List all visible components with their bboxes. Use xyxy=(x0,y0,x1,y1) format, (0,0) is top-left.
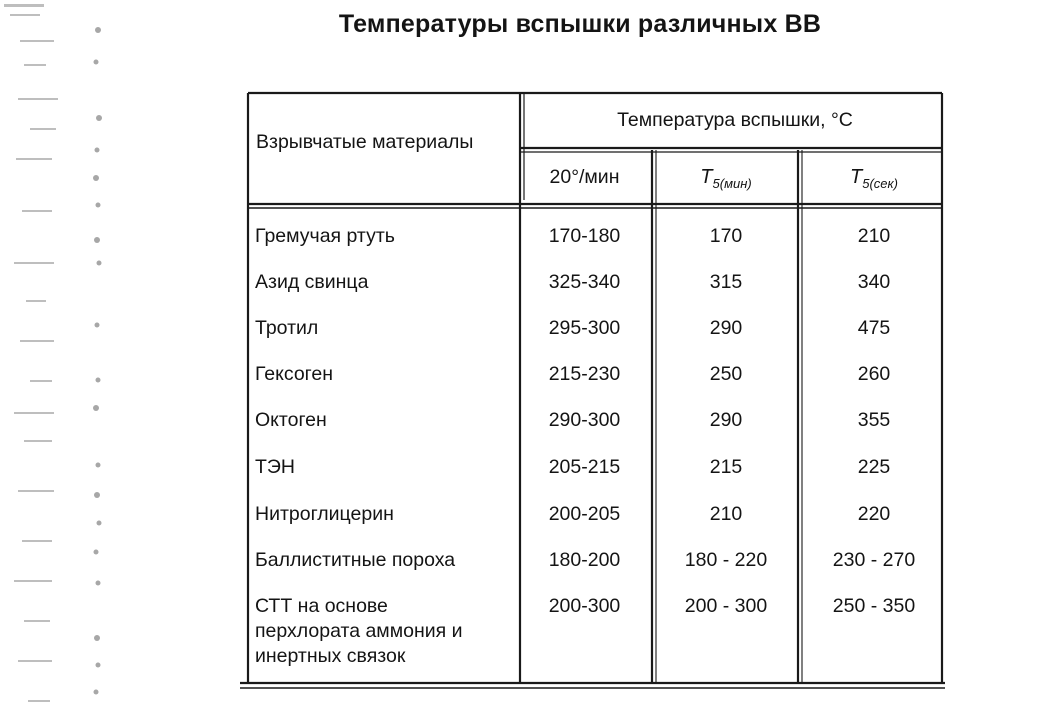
row-material-name-line-2: перхлората аммония и xyxy=(255,620,463,642)
row-material-name-line-1: СТТ на основе xyxy=(255,595,388,617)
row-rate-value: 215-230 xyxy=(548,363,621,385)
row-material-name-line-3: инертных связок xyxy=(255,645,406,667)
page-title: Температуры вспышки различных ВВ xyxy=(338,10,822,38)
header-flash-temperature: Температура вспышки, °С xyxy=(617,109,853,131)
t5-min-subscript: 5(мин) xyxy=(712,176,752,191)
row-material-name: Гексоген xyxy=(255,363,333,385)
row-t5sec-value: 355 xyxy=(857,409,891,431)
row-material-name: Баллиститные пороха xyxy=(255,549,456,571)
row-rate-value: 205-215 xyxy=(548,456,621,478)
row-rate-value: 290-300 xyxy=(548,409,621,431)
row-material-name: ТЭН xyxy=(255,456,296,478)
row-t5sec-value: 230 - 270 xyxy=(832,549,916,571)
row-rate-value: 170-180 xyxy=(548,225,621,247)
flash-temperature-table xyxy=(240,90,945,690)
t5-sec-symbol: T xyxy=(850,166,863,188)
row-t5sec-value: 220 xyxy=(857,503,891,525)
row-material-name: Октоген xyxy=(255,409,327,431)
row-t5sec-value: 260 xyxy=(857,363,891,385)
row-rate-value: 200-300 xyxy=(548,595,621,617)
row-t5min-value: 215 xyxy=(709,456,743,478)
row-t5sec-value: 250 - 350 xyxy=(832,595,916,617)
row-t5min-value: 200 - 300 xyxy=(684,595,768,617)
row-t5sec-value: 475 xyxy=(857,317,891,339)
row-rate-value: 180-200 xyxy=(548,549,621,571)
subheader-t5-sec xyxy=(804,165,944,191)
row-rate-value: 200-205 xyxy=(548,503,621,525)
row-t5min-value: 180 - 220 xyxy=(684,549,768,571)
row-rate-value: 295-300 xyxy=(548,317,621,339)
row-material-name: Гремучая ртуть xyxy=(255,225,395,247)
row-material-name: Азид свинца xyxy=(255,271,369,293)
row-t5sec-value: 210 xyxy=(857,225,891,247)
header-materials: Взрывчатые материалы xyxy=(256,131,474,153)
row-t5min-value: 290 xyxy=(709,317,743,339)
t5-sec-subscript: 5(сек) xyxy=(862,176,898,191)
row-t5min-value: 290 xyxy=(709,409,743,431)
row-t5min-value: 315 xyxy=(709,271,743,293)
row-t5min-value: 170 xyxy=(709,225,743,247)
subheader-t5-min xyxy=(652,165,800,191)
row-rate-value: 325-340 xyxy=(548,271,621,293)
row-t5min-value: 250 xyxy=(709,363,743,385)
row-material-name: Тротил xyxy=(255,317,319,339)
t5-min-symbol: T xyxy=(700,166,713,188)
row-t5sec-value: 340 xyxy=(857,271,891,293)
row-material-name: Нитроглицерин xyxy=(255,503,394,525)
row-t5min-value: 210 xyxy=(709,503,743,525)
row-t5sec-value: 225 xyxy=(857,456,891,478)
subheader-rate: 20°/мин xyxy=(549,166,620,188)
scan-margin-noise xyxy=(0,0,120,727)
